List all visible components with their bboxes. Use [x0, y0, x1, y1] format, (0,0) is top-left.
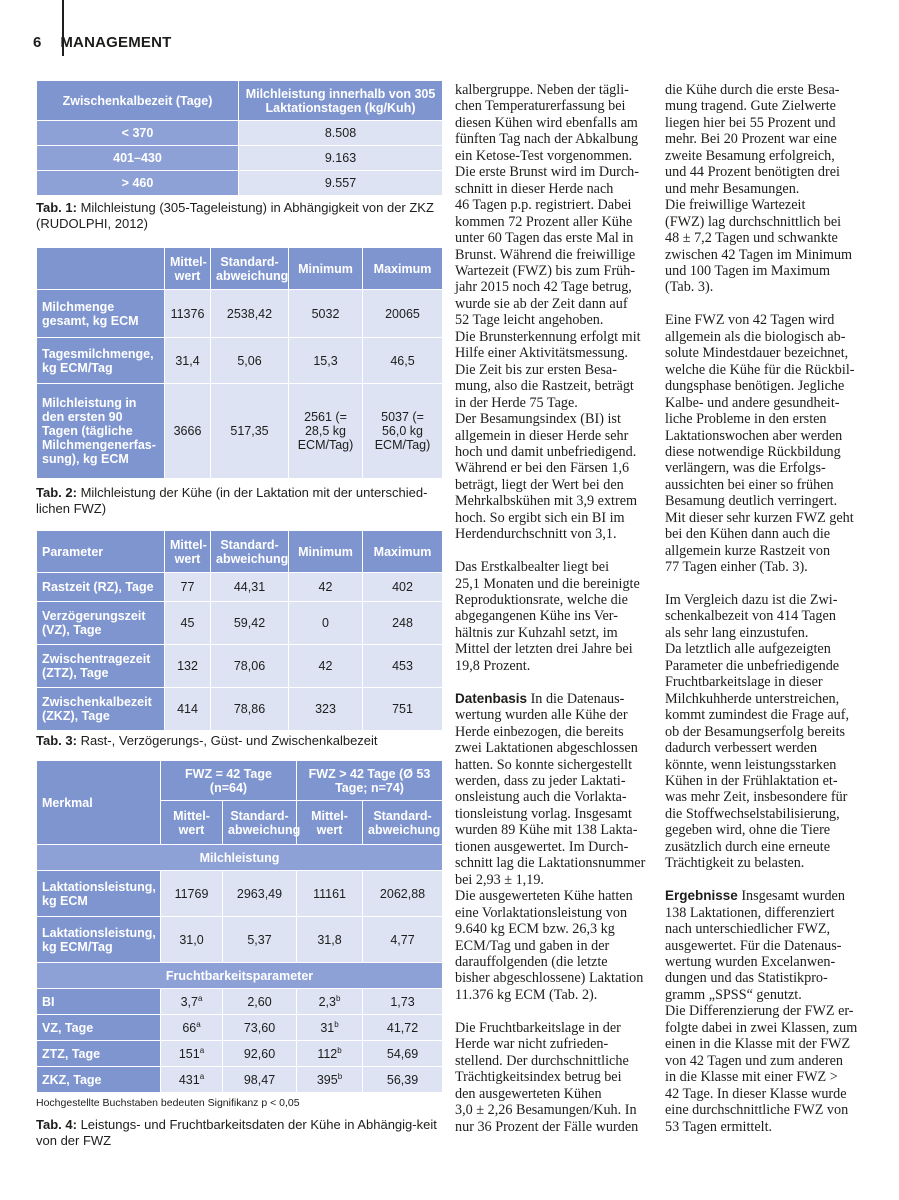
table-4-section-heading: Fruchtbarkeitsparameter [37, 963, 443, 989]
text-line: Trächtigkeit zu belasten. [665, 855, 805, 872]
text-line: diese notwendige Rückbildung [665, 443, 841, 460]
table-1-cell: 9.557 [239, 171, 443, 196]
table-4-cell: 73,60 [223, 1015, 297, 1041]
table-3-header: Maximum [363, 531, 443, 573]
text-line: aussichten bei einer so frühen [665, 476, 834, 493]
table-4-cell: 2062,88 [363, 871, 443, 917]
text-line: Milchkuhherde unterstreichen, [665, 690, 840, 707]
table-4-cell: 54,69 [363, 1041, 443, 1067]
text-line: Da letztlich alle aufgezeigten [665, 641, 831, 658]
table-3-cell: 132 [165, 645, 211, 688]
text-line: jahr 2015 noch 42 Tage betrug, [455, 279, 632, 296]
table-2-caption-text: Milchleistung der Kühe (in der Laktation mit der unterschied-lichen FWZ) [36, 485, 428, 516]
text-line: Die Brunsterkennung erfolgt mit [455, 328, 641, 345]
table-4-cell: 66$^a$ [161, 1015, 223, 1041]
table-4-cell: 151$^a$ [161, 1041, 223, 1067]
table-3-cell: 42 [289, 645, 363, 688]
table-3-cell: 78,86 [211, 688, 289, 731]
text-line: in der Herde 75 Tage. [455, 394, 578, 411]
table-2-cell: 46,5 [363, 338, 443, 384]
table-3-cell: 453 [363, 645, 443, 688]
text-line: Fruchtbarkeitslage in dieser [665, 674, 823, 691]
table-3-cell: 78,06 [211, 645, 289, 688]
table-4-cell: 3,7$^a$ [161, 989, 223, 1015]
text-line: 52 Tage leicht angehoben. [455, 312, 604, 329]
table-2 [36, 247, 443, 479]
table-4 [36, 760, 443, 1093]
table-4-cell: 112$^b$ [297, 1041, 363, 1067]
text-line: Mehrkalbskühen mit 3,9 extrem [455, 493, 638, 510]
text-line: und 44 Prozent benötigten drei [665, 164, 840, 181]
text-line: Mittel der letzten drei Jahre bei [455, 641, 633, 658]
table-4-row-label: Laktationsleistung, kg ECM/Tag [37, 917, 161, 963]
text-line: welche die Kühe für die Rückbil- [665, 361, 855, 378]
table-4-group-header: FWZ > 42 Tage (Ø 53 Tage; n=74) [297, 761, 443, 801]
table-2-cell: 2561 (= 28,5 kg ECM/Tag) [289, 384, 363, 479]
text-line: zweite Besamung erfolgreich, [665, 147, 835, 164]
text-line: Die Fruchtbarkeitslage in der [455, 1019, 621, 1036]
table-3-cell: 402 [363, 573, 443, 602]
text-line: Mit dieser sehr kurzen FWZ geht [665, 509, 854, 526]
page-header [33, 30, 172, 54]
text-line: 48 ± 7,2 Tagen und schwankte [665, 230, 838, 247]
text-line: Das Erstkalbealter liegt bei [455, 559, 610, 576]
text-line: zusätzlich durch eine erneute [665, 838, 831, 855]
table-1-row-label: > 460 [37, 171, 239, 196]
text-line: mung tragend. Gute Zielwerte [665, 98, 836, 115]
text-line: in die Klasse mit einer FWZ > [665, 1069, 838, 1086]
text-line: Hilfe einer Aktivitätsmessung. [455, 345, 628, 362]
table-1-header: Milchleistung innerhalb von 305 Laktationstagen (kg/Kuh) [239, 81, 443, 121]
text-line: tionen ausgewertet. Im Durch- [455, 838, 629, 855]
text-line: 138 Laktationen, differenziert [665, 904, 835, 921]
table-1-caption [36, 200, 446, 232]
text-line: liegen hier bei 55 Prozent und [665, 114, 836, 131]
text-line: 46 Tagen p.p. registriert. Dabei [455, 197, 632, 214]
text-line: Wartezeit (FWZ) bis zum Früh- [455, 262, 636, 279]
table-3-cell: 0 [289, 602, 363, 645]
text-line: hoch. So ergibt sich ein BI im [455, 509, 625, 526]
text-line: Die erste Brunst wird im Durch- [455, 164, 640, 181]
table-4-group-header: FWZ = 42 Tage (n=64) [161, 761, 297, 801]
table-4-row-label: VZ, Tage [37, 1015, 161, 1041]
text-line: könnte, wenn leistungsstarken [665, 756, 837, 773]
page-number: 6 [33, 33, 42, 51]
text-line: 53 Tagen ermittelt. [665, 1118, 773, 1135]
section-keyword: Ergebnisse [665, 888, 738, 904]
table-2-row-label: Tagesmilchmenge, kg ECM/Tag [37, 338, 165, 384]
text-line: wertung wurden Excelanwen- [665, 953, 836, 970]
table-4-cell: 92,60 [223, 1041, 297, 1067]
table-4-row-label: ZTZ, Tage [37, 1041, 161, 1067]
table-3-row-label: Zwischentragezeit (ZTZ), Tage [37, 645, 165, 688]
text-line: abgegangenen Kühe ins Ver- [455, 608, 618, 625]
text-line: den ausgewerteten Kühen [455, 1085, 602, 1102]
text-line: und 100 Tagen im Maximum [665, 262, 831, 279]
table-4-cell: 395$^b$ [297, 1067, 363, 1093]
table-4-cell: 2963,49 [223, 871, 297, 917]
table-4-cell: 1,73 [363, 989, 443, 1015]
table-4-caption-label: Tab. 4: [36, 1117, 77, 1132]
text-line: Die freiwillige Wartezeit [665, 197, 806, 214]
table-4-subheader: Standard-abweichung [223, 801, 297, 845]
text-line: kommen 72 Prozent aller Kühe [455, 213, 633, 230]
text-line: liche Probleme in den ersten [665, 411, 827, 428]
text-line: werden, dass zu jeder Laktati- [455, 773, 626, 789]
table-3-header: Mittel-wert [165, 531, 211, 573]
text-line: was mehr Zeit, insbesondere für [665, 789, 848, 806]
text-line: zwischen 42 Tagen im Minimum [665, 246, 853, 263]
text-line [665, 576, 870, 592]
table-4-subheader: Mittel-wert [161, 801, 223, 845]
table-1-row-label: 401–430 [37, 146, 239, 171]
table-3-caption [36, 733, 446, 749]
text-line: (Tab. 3). [665, 279, 714, 296]
text-line: ECM/Tag und gaben in der [455, 937, 610, 954]
table-3-row-label: Rastzeit (RZ), Tage [37, 573, 165, 602]
table-2-cell: 517,35 [211, 384, 289, 479]
text-line: Kalbe- und andere gesundheit- [665, 394, 840, 411]
table-3-header: Standard-abweichung [211, 531, 289, 573]
table-4-row-label: BI [37, 989, 161, 1015]
table-3-row-label: Zwischenkalbezeit (ZKZ), Tage [37, 688, 165, 731]
table-4-cell: 4,77 [363, 917, 443, 963]
section-keyword: Datenbasis [455, 690, 528, 706]
text-line: gramm „SPSS“ genutzt. [665, 986, 802, 1003]
text-line: nur 36 Prozent der Fälle wurden [455, 1118, 639, 1135]
text-line: eine Vorlaktationsleistung von [455, 904, 628, 921]
table-3-caption-text: Rast-, Verzögerungs-, Güst- und Zwischenkalbezeit [80, 733, 378, 748]
text-line: Während er bei den Färsen 1,6 [455, 460, 630, 477]
table-2-header: Standard-abweichung [211, 248, 289, 290]
table-4-footnote: Hochgestellte Buchstaben bedeuten Signifikanz p < 0,05 [36, 1097, 300, 1109]
text-line: bei den Kühen dann auch die [665, 526, 831, 543]
text-line [665, 872, 870, 888]
table-4-cell: 2,60 [223, 989, 297, 1015]
table-3-cell: 414 [165, 688, 211, 731]
table-2-cell: 20065 [363, 290, 443, 338]
text-line: hältnis zur Kuhzahl setzt, im [455, 624, 618, 641]
table-2-caption-label: Tab. 2: [36, 485, 77, 500]
text-line: Herde einbezogen, die bereits [455, 723, 624, 740]
text-line: hoch und damit unbefriedigend. [455, 443, 637, 460]
text-line: mehr. Bei 20 Prozent war eine [665, 131, 837, 148]
text-line: Herdendurchschnitt von 3,1. [455, 526, 617, 543]
text-line: unter 60 Tagen das erste Mal in [455, 230, 634, 247]
table-4-cell: 31,0 [161, 917, 223, 963]
table-1-row-label: < 370 [37, 121, 239, 146]
table-3-header: Minimum [289, 531, 363, 573]
table-2-cell: 5032 [289, 290, 363, 338]
text-line: Besamung deutlich verringert. [665, 493, 838, 510]
body-column-2 [665, 82, 870, 1135]
text-line: Die Zeit bis zur ersten Besa- [455, 361, 617, 378]
table-4-cell: 56,39 [363, 1067, 443, 1093]
table-2-cell: 5037 (= 56,0 kg ECM/Tag) [363, 384, 443, 479]
table-2-cell: 15,3 [289, 338, 363, 384]
text-line: schnitt lag die Laktationsnummer [455, 855, 646, 872]
body-column-1 [455, 82, 655, 1135]
text-line: 11.376 kg ECM (Tab. 2). [455, 986, 598, 1003]
text-line: Datenbasis In die Datenaus- [455, 690, 625, 707]
text-line: und mehr Besamungen. [665, 180, 800, 197]
text-line: von 42 Tagen und zum anderen [665, 1052, 844, 1069]
text-line: 77 Tagen einher (Tab. 3). [665, 559, 808, 576]
table-4-cell: 41,72 [363, 1015, 443, 1041]
text-line: schnitt in dieser Herde nach [455, 180, 614, 197]
table-1 [36, 80, 443, 196]
text-line: allgemein in dieser Herde sehr [455, 427, 629, 444]
text-line: kommt zumindest die Frage auf, [665, 707, 850, 724]
text-line: 19,8 Prozent. [455, 657, 531, 674]
text-line: 9.640 kg ECM bzw. 26,3 kg [455, 921, 615, 938]
text-line: folgte dabei in zwei Klassen, zum [665, 1019, 858, 1036]
table-3-row-label: Verzögerungszeit (VZ), Tage [37, 602, 165, 645]
table-4-section-heading: Milchleistung [37, 845, 443, 871]
table-2-row-label: Milchleistung in den ersten 90 Tagen (tägliche Milchmengenerfas-sung), kg ECM [37, 384, 165, 479]
table-4-subheader: Mittel-wert [297, 801, 363, 845]
section-title: MANAGEMENT [60, 33, 172, 51]
text-line: allgemein als die biologisch ab- [665, 328, 846, 345]
table-1-cell: 9.163 [239, 146, 443, 171]
text-line: beträgt, liegt der Wert bei den [455, 476, 624, 493]
table-4-subheader: Standard-abweichung [363, 801, 443, 845]
text-line: mung, also die Rastzeit, beträgt [455, 378, 634, 395]
text-line: stellend. Der durchschnittliche [455, 1052, 629, 1069]
table-2-header: Minimum [289, 248, 363, 290]
table-4-cell: 31,8 [297, 917, 363, 963]
text-line: 3,0 ± 2,26 Besamungen/Kuh. In [455, 1102, 637, 1119]
table-3-cell: 751 [363, 688, 443, 731]
table-3-cell: 45 [165, 602, 211, 645]
text-line: nach unterschiedlicher FWZ, [665, 921, 831, 938]
text-line: onsleistung auch die Vorlakta- [455, 789, 627, 806]
table-3-caption-label: Tab. 3: [36, 733, 77, 748]
text-line: Herde war nicht zufrieden- [455, 1036, 609, 1053]
text-line: Eine FWZ von 42 Tagen wird [665, 312, 835, 329]
text-line [665, 296, 870, 312]
text-line: chen Temperaturerfassung bei [455, 98, 626, 115]
table-2-header [37, 248, 165, 290]
table-1-cell: 8.508 [239, 121, 443, 146]
text-line: (FWZ) lag durchschnittlich bei [665, 213, 842, 230]
text-line: dungsphase benötigen. Jegliche [665, 378, 845, 395]
text-line: die Stoffwechselstabilisierung, [665, 805, 840, 822]
text-line: Der Besamungsindex (BI) ist [455, 411, 621, 428]
text-line: Brunst. Während die freiwillige [455, 246, 636, 263]
table-3-cell: 59,42 [211, 602, 289, 645]
text-line: Trächtigkeitsindex betrug bei [455, 1069, 622, 1086]
text-line: wertung wurden alle Kühe der [455, 707, 628, 724]
text-line: die Kühe durch die erste Besa- [665, 82, 840, 98]
text-line: allgemein kurze Rastzeit von [665, 542, 831, 559]
table-3-cell: 323 [289, 688, 363, 731]
text-line: Im Vergleich dazu ist die Zwi- [665, 592, 838, 609]
text-line: diesen Kühen wird ebenfalls am [455, 114, 638, 131]
table-1-caption-label: Tab. 1: [36, 200, 77, 215]
table-2-cell: 5,06 [211, 338, 289, 384]
table-4-caption [36, 1117, 446, 1149]
table-2-cell: 11376 [165, 290, 211, 338]
text-line: tionsleistung vorlag. Insgesamt [455, 805, 632, 822]
text-line: dungen und das Statistikpro- [665, 970, 828, 987]
text-line: Laktationswochen aber werden [665, 427, 843, 444]
table-3-cell: 44,31 [211, 573, 289, 602]
table-3-header: Parameter [37, 531, 165, 573]
table-4-cell: 5,37 [223, 917, 297, 963]
text-line: solute Mindestdauer bezeichnet, [665, 345, 849, 362]
table-4-cell: 11161 [297, 871, 363, 917]
table-4-cell: 11769 [161, 871, 223, 917]
text-line: wurden 89 Kühe mit 138 Lakta- [455, 822, 638, 839]
text-line: zwei Laktationen abgeschlossen [455, 740, 638, 757]
table-2-cell: 31,4 [165, 338, 211, 384]
text-line: ausgewertet. Für die Datenaus- [665, 937, 842, 954]
table-4-caption-text: Leistungs- und Fruchtbarkeitsdaten der Kühe in Abhängig-keit von der FWZ [36, 1117, 437, 1148]
text-line: Kühen in der Frühlaktation et- [665, 773, 838, 789]
text-line: Parameter die unbefriedigende [665, 657, 840, 674]
text-line: darauffolgenden (die letzte [455, 953, 608, 970]
table-2-header: Mittel-wert [165, 248, 211, 290]
table-4-cell: 431$^a$ [161, 1067, 223, 1093]
text-line: verlängern, was die Erfolgs- [665, 460, 826, 477]
table-1-caption-text: Milchleistung (305-Tageleistung) in Abhängigkeit von der ZKZ (RUDOLPHI, 2012) [36, 200, 434, 231]
text-line: fünften Tag nach der Abkalbung [455, 131, 639, 148]
text-line [455, 543, 655, 559]
text-line: ob der Besamungserfolg bereits [665, 723, 846, 740]
text-line [455, 1003, 655, 1019]
text-line: ein Ketose-Test vorgenommen. [455, 147, 633, 164]
text-line: gegeben wird, ohne die Tiere [665, 822, 831, 839]
table-4-merkmal-header: Merkmal [37, 761, 161, 845]
table-2-row-label: Milchmenge gesamt, kg ECM [37, 290, 165, 338]
text-line: hatten. So konnte sichergestellt [455, 756, 633, 773]
table-4-cell: 98,47 [223, 1067, 297, 1093]
text-line: bisher abgeschlossene) Laktation [455, 970, 644, 987]
table-4-cell: 2,3$^b$ [297, 989, 363, 1015]
table-2-cell: 3666 [165, 384, 211, 479]
table-3 [36, 530, 443, 731]
table-4-row-label: ZKZ, Tage [37, 1067, 161, 1093]
text-line: kalbergruppe. Neben der tägli- [455, 82, 629, 98]
table-3-cell: 77 [165, 573, 211, 602]
text-line: 42 Tage. In dieser Klasse wurde [665, 1085, 847, 1102]
table-2-caption [36, 485, 446, 517]
text-line: bei 2,93 ± 1,19. [455, 871, 544, 888]
text-line: Die Differenzierung der FWZ er- [665, 1003, 854, 1020]
table-3-cell: 248 [363, 602, 443, 645]
text-line: eine durchschnittliche FWZ von [665, 1102, 849, 1119]
text-line: schenkalbezeit von 414 Tagen [665, 608, 836, 625]
table-2-cell: 2538,42 [211, 290, 289, 338]
text-line: Reproduktionsrate, welche die [455, 592, 628, 609]
table-1-header: Zwischenkalbezeit (Tage) [37, 81, 239, 121]
text-line: Ergebnisse Insgesamt wurden [665, 888, 845, 905]
table-3-cell: 42 [289, 573, 363, 602]
table-4-row-label: Laktationsleistung, kg ECM [37, 871, 161, 917]
text-line: dadurch verbessert werden [665, 740, 818, 757]
text-line: als sehr lang einzustufen. [665, 624, 809, 641]
table-4-cell: 31$^b$ [297, 1015, 363, 1041]
table-2-header: Maximum [363, 248, 443, 290]
text-line: 25,1 Monaten und die bereinigte [455, 575, 640, 592]
text-line [455, 674, 655, 690]
text-line: Die ausgewerteten Kühe hatten [455, 888, 633, 905]
text-line: einen in die Klasse mit der FWZ [665, 1036, 851, 1053]
text-line: wurde sie ab der Zeit dann auf [455, 295, 628, 312]
